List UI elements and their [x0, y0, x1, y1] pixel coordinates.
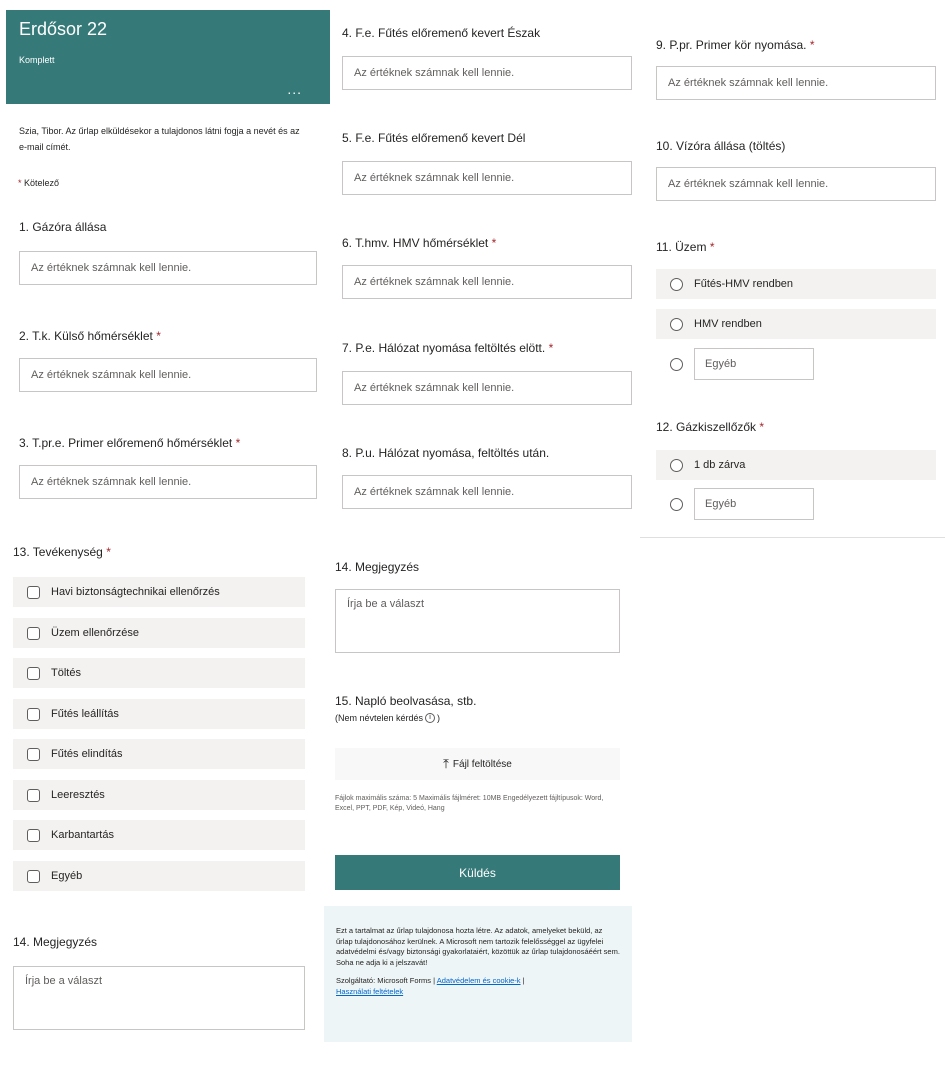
question-2-required: * — [156, 329, 161, 343]
activity-option-8[interactable] — [13, 861, 305, 891]
vent-option-other[interactable] — [670, 488, 814, 520]
vent-option-1[interactable] — [656, 450, 936, 480]
question-7-required: * — [548, 341, 554, 355]
info-icon[interactable]: i — [425, 713, 435, 723]
form-subtitle: Komplett — [19, 55, 55, 65]
question-10-input[interactable]: Az értéknek számnak kell lennie. — [656, 167, 936, 201]
required-note — [18, 178, 59, 188]
question-2-text: 2. T.k. Külső hőmérséklet — [19, 329, 153, 343]
option-label: Egyéb — [51, 870, 83, 882]
question-8-label — [342, 446, 549, 460]
checkbox-icon[interactable] — [27, 667, 40, 680]
option-label: Fűtés-HMV rendben — [694, 278, 794, 290]
checkbox-icon[interactable] — [27, 789, 40, 802]
submit-button[interactable]: Küldés — [335, 855, 620, 890]
question-12-label — [656, 420, 764, 434]
activity-option-2[interactable] — [13, 618, 305, 648]
activity-option-7[interactable] — [13, 820, 305, 850]
option-label: Karbantartás — [51, 829, 114, 841]
upload-label: Fájl feltöltése — [452, 758, 512, 770]
option-label: Leeresztés — [51, 789, 105, 801]
footer-disclaimer: Ezt a tartalmat az űrlap tulajdonosa hozta létre. Az adatok, amelyeket beküld, az űrlap tulajdonosához kerülnek. A Microsoft nem tartozik felelősséggel az ügyfelei adatvédelmi és/vagy biztonsági gyakorlataiért, közöttük az űrlap tulajdonosáéért sem. Soha ne adja ki a jelszavát! — [336, 926, 620, 967]
checkbox-icon[interactable] — [27, 708, 40, 721]
radio-icon[interactable] — [670, 358, 683, 371]
question-9-required: * — [809, 38, 815, 52]
question-3-required: * — [235, 436, 241, 450]
question-14-label: 14. Megjegyzés — [335, 560, 420, 574]
activity-option-4[interactable] — [13, 699, 305, 729]
question-7-text: 7. P.e. Hálózat nyomása feltöltés elött. — [342, 341, 546, 355]
question-13-required: * — [106, 545, 111, 559]
question-13-label — [13, 545, 111, 559]
question-10-text: 10. Vízóra állása (töltés) — [656, 139, 786, 153]
question-15-sublabel-text: (Nem névtelen kérdés — [335, 713, 424, 723]
footer-links — [336, 976, 620, 997]
required-note-text: Kötelező — [24, 178, 60, 188]
question-3-text: 3. T.pr.e. Primer előremenő hőmérséklet — [19, 436, 233, 450]
question-14-label-left: 14. Megjegyzés — [13, 935, 98, 949]
option-label: HMV rendben — [694, 318, 762, 330]
question-10-label — [656, 139, 785, 153]
question-14-textarea-left[interactable]: Írja be a választ — [13, 966, 305, 1030]
question-12-required: * — [759, 420, 765, 434]
question-2-input[interactable]: Az értéknek számnak kell lennie. — [19, 358, 317, 392]
question-15-sublabel-end: ) — [437, 713, 441, 723]
question-6-required: * — [491, 236, 497, 250]
question-4-input[interactable]: Az értéknek számnak kell lennie. — [342, 56, 632, 90]
radio-icon[interactable] — [670, 498, 683, 511]
checkbox-icon[interactable] — [27, 627, 40, 640]
question-6-label — [342, 236, 496, 250]
operation-option-2[interactable] — [656, 309, 936, 339]
other-input[interactable]: Egyéb — [694, 348, 814, 380]
question-5-input[interactable]: Az értéknek számnak kell lennie. — [342, 161, 632, 195]
activity-option-1[interactable] — [13, 577, 305, 607]
form-header — [6, 10, 330, 104]
question-3-input[interactable]: Az értéknek számnak kell lennie. — [19, 465, 317, 499]
question-3-label — [19, 436, 240, 450]
file-upload-button[interactable] — [335, 748, 620, 780]
question-1-input[interactable]: Az értéknek számnak kell lennie. — [19, 251, 317, 285]
radio-icon[interactable] — [670, 459, 683, 472]
question-12-text: 12. Gázkiszellőzők — [656, 420, 757, 434]
terms-link[interactable]: Használati feltételek — [336, 986, 404, 996]
question-4-text: 4. F.e. Fűtés előremenő kevert Észak — [342, 26, 541, 40]
form-footer — [324, 906, 632, 1042]
option-label: 1 db zárva — [694, 459, 746, 471]
required-star: * — [18, 178, 22, 188]
checkbox-icon[interactable] — [27, 829, 40, 842]
checkbox-icon[interactable] — [27, 586, 40, 599]
question-9-text: 9. P.pr. Primer kör nyomása. — [656, 38, 807, 52]
radio-icon[interactable] — [670, 278, 683, 291]
section-divider — [640, 537, 945, 538]
option-label: Töltés — [51, 667, 81, 679]
link-separator: | — [522, 976, 525, 985]
question-14-textarea[interactable]: Írja be a választ — [335, 589, 620, 653]
checkbox-icon[interactable] — [27, 870, 40, 883]
provider-text: Szolgáltató: Microsoft Forms | — [336, 976, 436, 985]
option-label: Fűtés leállítás — [51, 708, 119, 720]
radio-icon[interactable] — [670, 318, 683, 331]
option-label: Havi biztonságtechnikai ellenőrzés — [51, 586, 220, 598]
question-1-label — [19, 220, 106, 234]
other-input[interactable]: Egyéb — [694, 488, 814, 520]
question-5-text: 5. F.e. Fűtés előremenő kevert Dél — [342, 131, 526, 145]
question-5-label — [342, 131, 525, 145]
question-15-sublabel — [335, 713, 440, 723]
question-6-input[interactable]: Az értéknek számnak kell lennie. — [342, 265, 632, 299]
question-8-text: 8. P.u. Hálózat nyomása, feltöltés után. — [342, 446, 550, 460]
checkbox-icon[interactable] — [27, 748, 40, 761]
question-11-label — [656, 240, 714, 254]
question-9-label — [656, 38, 815, 52]
more-options-icon[interactable]: ... — [287, 81, 302, 97]
privacy-link[interactable]: Adatvédelem és cookie-k — [436, 976, 521, 985]
question-13-text: 13. Tevékenység — [13, 545, 103, 559]
question-9-input[interactable]: Az értéknek számnak kell lennie. — [656, 66, 936, 100]
question-15-label: 15. Napló beolvasása, stb. — [335, 694, 477, 708]
form-title: Erdősor 22 — [19, 19, 108, 39]
upload-icon: ⤒ — [443, 756, 449, 771]
option-label: Üzem ellenőrzése — [51, 627, 140, 639]
activity-option-6[interactable] — [13, 780, 305, 810]
intro-text: Szia, Tibor. Az űrlap elküldésekor a tulajdonos látni fogja a nevét és az e-mail címét. — [19, 126, 300, 152]
question-6-text: 6. T.hmv. HMV hőmérséklet — [342, 236, 489, 250]
question-11-text: 11. Üzem — [656, 240, 707, 254]
question-7-input[interactable]: Az értéknek számnak kell lennie. — [342, 371, 632, 405]
question-7-label — [342, 341, 553, 355]
operation-option-1[interactable] — [656, 269, 936, 299]
activity-option-5[interactable] — [13, 739, 305, 769]
operation-option-other[interactable] — [670, 348, 814, 380]
question-11-required: * — [709, 240, 715, 254]
question-2-label — [19, 329, 161, 343]
question-8-input[interactable]: Az értéknek számnak kell lennie. — [342, 475, 632, 509]
activity-option-3[interactable] — [13, 658, 305, 688]
option-label: Fűtés elindítás — [51, 748, 123, 760]
question-1-text: 1. Gázóra állása — [19, 220, 107, 234]
file-upload-note: Fájlok maximális száma: 5 Maximális fájlméret: 10MB Engedélyezett fájltípusok: Word, Excel, PPT, PDF, Kép, Videó, Hang — [335, 795, 604, 812]
question-4-label — [342, 26, 540, 40]
